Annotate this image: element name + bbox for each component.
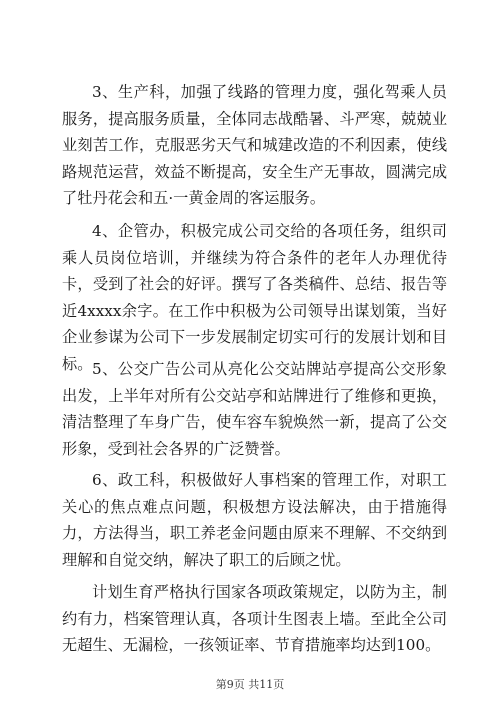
paragraph-management-office: 4、企管办，积极完成公司交给的各项任务，组织司乘人员岗位培训，并继续为符合条件的老年人办理优待卡，受到了社会的好评。撰写了各类稿件、总结、报告等近4xxxx余字。在工作中积极为公司领导出谋划策，当好企业参谋为公司下一步发展制定切实可行的发展计划和目标。 xyxy=(62,222,447,373)
page-number-footer: 第9页 共11页 xyxy=(215,678,285,691)
paragraph-family-planning: 计划生育严格执行国家各项政策规定，以防为主，制约有力，档案管理认真，各项计生图表上墙。至此全公司无超生、无漏检，一孩领证率、节育措施率均达到100。 xyxy=(62,583,447,655)
paragraph-advertising: 5、公交广告公司从亮化公交站牌站亭提高公交形象出发，上半年对所有公交站亭和站牌进行了维修和更换，清洁整理了车身广告，使车容车貌焕然一新，提高了公交形象，受到社会各界的广泛赞誉。 xyxy=(62,360,447,458)
paragraph-political-work: 6、政工科，积极做好人事档案的管理工作，对职工关心的焦点难点问题，积极想方设法解决，由于措施得力，方法得当，职工养老金问题由原来不理解、不交纳到理解和自觉交纳，解决了职工的后顾之忧。 xyxy=(62,471,447,569)
paragraph-production: 3、生产科，加强了线路的管理力度，强化驾乘人员服务，提高服务质量，全体同志战酷暑、斗严寒，兢兢业业刻苦工作，克服恶劣天气和城建改造的不利因素，使线路规范运营，效益不断提高，安全生产无事故，圆满完成了牡丹花会和五·一黄金周的客运服务。 xyxy=(62,83,447,208)
